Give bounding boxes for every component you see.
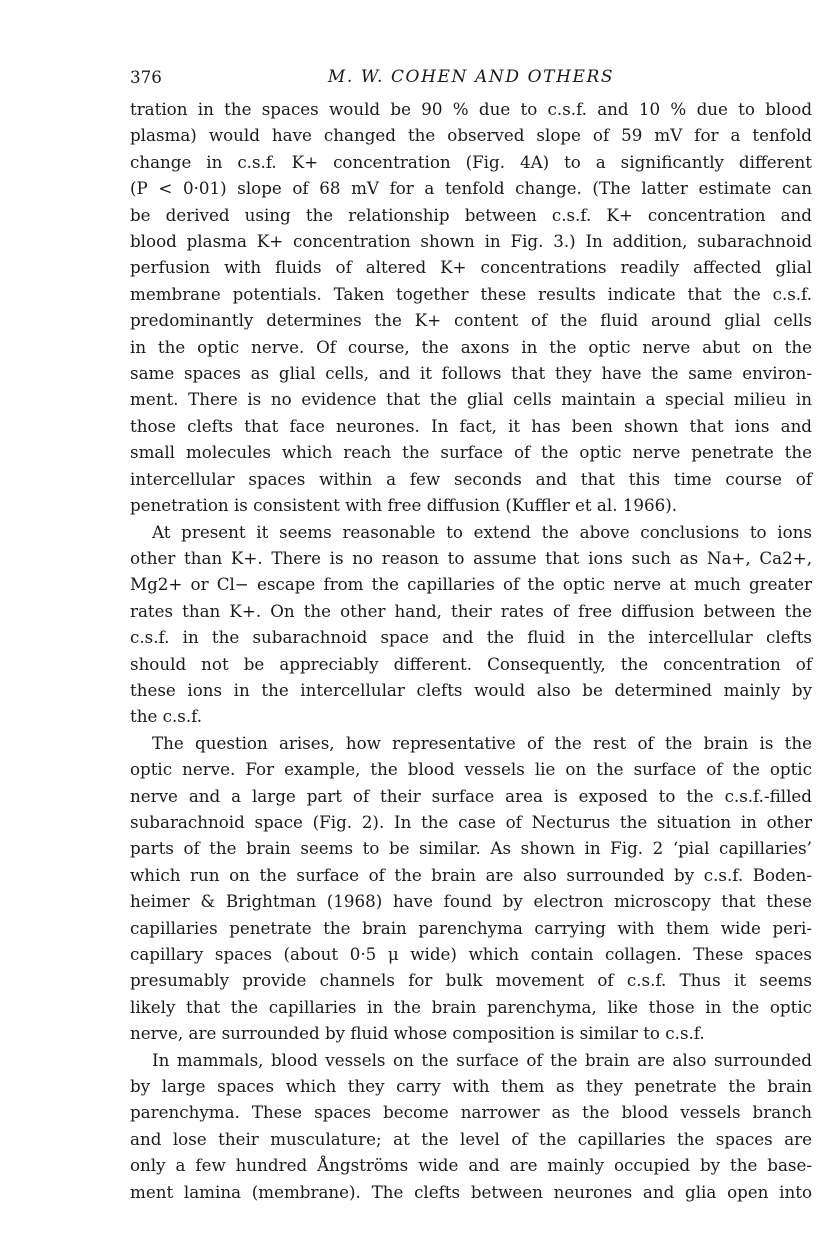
text-line: should not be appreciably different. Consequently, the concentration of [130, 653, 812, 674]
text-line: which run on the surface of the brain are also surrounded by c.s.f. Boden- [130, 864, 812, 885]
text-line: capillary spaces (about 0·5 μ wide) which contain collagen. These spaces [130, 944, 812, 964]
text-line: change in c.s.f. K+ concentration (Fig. 4A) to a significantly different [130, 151, 812, 172]
text-line: c.s.f. in the subarachnoid space and the fluid in the intercellular clefts [130, 627, 812, 648]
text-line: parts of the brain seems to be similar. As shown in Fig. 2 ‘pial capillaries’ [130, 838, 812, 859]
text-line: subarachnoid space (Fig. 2). In the case of Necturus the situation in other [130, 811, 812, 832]
text-line: in the optic nerve. Of course, the axons in the optic nerve abut on the [130, 336, 812, 357]
text-line: penetration is consistent with free diffusion (Kuffler et al. 1966). [130, 495, 678, 516]
text-line: same spaces as glial cells, and it follows that they have the same environ- [130, 363, 812, 384]
text-line: other than K+. There is no reason to assume that ions such as Na+, Ca2+, [130, 547, 812, 568]
text-line: and lose their musculature; at the level of the capillaries the spaces are [130, 1128, 812, 1149]
text-line: nerve, are surrounded by fluid whose composition is similar to c.s.f. [130, 1023, 705, 1044]
paragraph-3 [130, 730, 812, 1047]
text-line: optic nerve. For example, the blood vessels lie on the surface of the optic [130, 759, 812, 780]
text-line: only a few hundred Ångströms wide and are mainly occupied by the base- [130, 1155, 812, 1176]
page-number: 376 [130, 67, 162, 87]
text-line: The question arises, how representative of the rest of the brain is the [152, 732, 812, 753]
text-line: At present it seems reasonable to extend the above conclusions to ions [152, 521, 812, 542]
text-line: heimer & Brightman (1968) have found by electron microscopy that these [130, 891, 812, 912]
text-line: blood plasma K+ concentration shown in Fig. 3.) In addition, subarachnoid [130, 231, 812, 252]
text-line: presumably provide channels for bulk movement of c.s.f. Thus it seems [130, 970, 812, 991]
text-line: likely that the capillaries in the brain parenchyma, like those in the optic [130, 996, 812, 1017]
paragraph-1 [130, 96, 812, 519]
text-line: these ions in the intercellular clefts would also be determined mainly by [130, 679, 812, 700]
paragraph-4 [130, 1047, 812, 1205]
text-line: ment lamina (membrane). The clefts between neurones and glia open into [130, 1181, 812, 1202]
text-line: those clefts that face neurones. In fact, it has been shown that ions and [130, 415, 812, 436]
text-line: the c.s.f. [130, 706, 203, 727]
text-line: small molecules which reach the surface of the optic nerve penetrate the [130, 442, 812, 463]
text-line: tration in the spaces would be 90 % due to c.s.f. and 10 % due to blood [130, 99, 812, 119]
text-line: parenchyma. These spaces become narrower as the blood vessels branch [130, 1102, 812, 1123]
text-line: perfusion with fluids of altered K+ concentrations readily affected glial [130, 257, 812, 278]
running-title: M. W. COHEN AND OTHERS [327, 67, 615, 87]
text-line: intercellular spaces within a few seconds and that this time course of [130, 468, 812, 489]
text-line: nerve and a large part of their surface area is exposed to the c.s.f.-filled [130, 785, 812, 806]
text-line: plasma) would have changed the observed slope of 59 mV for a tenfold [130, 125, 812, 146]
running-head [130, 62, 812, 92]
text-line: (P < 0·01) slope of 68 mV for a tenfold change. (The latter estimate can [130, 178, 812, 199]
text-line: Mg2+ or Cl− escape from the capillaries of the optic nerve at much greater [130, 574, 812, 595]
text-line: ment. There is no evidence that the glial cells maintain a special milieu in [130, 389, 812, 410]
text-line: In mammals, blood vessels on the surface of the brain are also surrounded [152, 1049, 812, 1070]
paragraph-2 [130, 519, 812, 730]
text-line: membrane potentials. Taken together these results indicate that the c.s.f. [130, 283, 812, 304]
text-line: by large spaces which they carry with them as they penetrate the brain [130, 1076, 812, 1097]
text-line: capillaries penetrate the brain parenchyma carrying with them wide peri- [130, 917, 812, 938]
text-line: predominantly determines the K+ content of the fluid around glial cells [130, 310, 812, 331]
text-line: rates than K+. On the other hand, their rates of free diffusion between the [130, 600, 812, 621]
text-line: be derived using the relationship between c.s.f. K+ concentration and [130, 204, 812, 225]
page [130, 62, 812, 1205]
